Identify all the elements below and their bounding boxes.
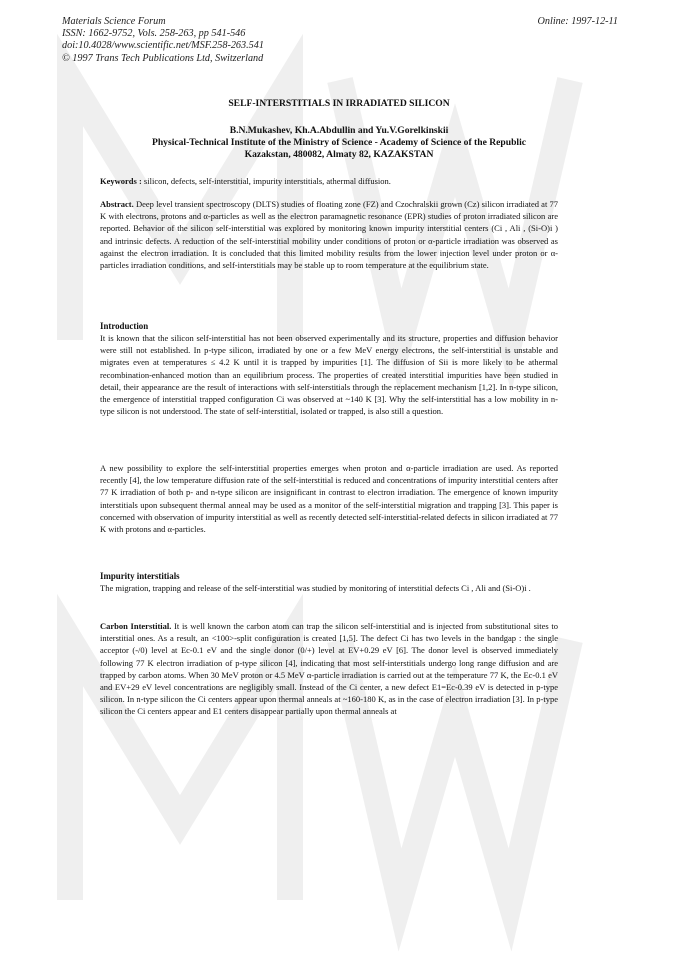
affiliation-line-1: Physical-Technical Institute of the Ministry of Science - Academy of Science of the Republic [151, 137, 527, 148]
journal-name: Materials Science Forum [62, 16, 166, 27]
abstract-text: Deep level transient spectroscopy (DLTS) studies of floating zone (FZ) and Czochralskii grown (Cz) silicon irradiated at 77 K with electrons, protons and α-particles as well as the electron paramagnetic resonance (EPR) studies of proton irradiated silicon are reported. Behavior of the silicon self-interstitial was explored by monitoring known impurity interstitial centers (Ci , Ali , (Si-O)i ) and intrinsic defects. A reduction of the self-interstitial mobility under conditions of proton or α-particle irradiation was observed as against the electron irradiation. It is concluded that this limited mobility results from the lower injection level under proton or α-particles irradiation conditions, and self-interstitials may be stable up to room temperature at the equilibrium state. [100, 199, 558, 271]
keywords-section [100, 175, 558, 187]
doi-link[interactable]: doi:10.4028/www.scientific.net/MSF.258-263.541 [62, 40, 264, 52]
affiliation-line-2: Kazakstan, 480082, Almaty 82, KAZAKSTAN [244, 149, 434, 160]
abstract-label: Abstract. [100, 199, 134, 209]
impurity-interstitials-paragraph [100, 582, 558, 594]
keywords-text: silicon, defects, self-interstitial, impurity interstitials, athermal diffusion. [141, 176, 391, 186]
introduction-paragraph-2 [100, 462, 558, 535]
abstract-section [100, 198, 558, 271]
carbon-interstitial-section [100, 620, 558, 718]
issn-line: ISSN: 1662-9752, Vols. 258-263, pp 541-546 [62, 28, 246, 40]
impurity-interstitials-heading: Impurity interstitials [100, 571, 180, 581]
intro-paragraph-1-text: It is known that the silicon self-interstitial has not been observed experimentally and its structure, properties and diffusion behavior were still not established. In p-type silicon, irradiated by one or a few MeV energy electrons, the self-interstitial is unstable and migrates even at temperatures ≤ 4.2 K until it is trapped by impurities [1]. The diffusion of Sii is more likely to be athermal recombination-enhanced motion than an equilibrium process. The properties of created interstitial impurities have been studied in detail, their appearance are the result of interactions with self-interstitials through the replacement mechanism [1,2]. In n-type silicon, the emergence of interstitial trapped configuration Ci was observed at ~140 K [3]. Why the self-interstitial has a low mobility in n-type silicon is not understood. The state of self-interstitial, isolated or trapped, is also still a question. [100, 333, 558, 417]
intro-paragraph-2-text: A new possibility to explore the self-interstitial properties emerges when proton and α-particle irradiation are used. As reported recently [4], the low temperature diffusion rate of the self-interstitial is reduced and concentrations of impurity interstitial centers after 77 K irradiation of both p- and n-type silicon are insignificant in contrast to electron irradiation. The emergence of known impurity interstitials upon subsequent thermal anneal may be used as a monitor of the self-interstitial migration and trapping [3]. This paper is concerned with observation of impurity interstitial as well as recently detected self-interstitial-related defects in silicon irradiated at 77 K with protons and α-particles. [100, 463, 558, 535]
author-list: B.N.Mukashev, Kh.A.Abdullin and Yu.V.Gorelkinskii [229, 125, 449, 136]
online-date: Online: 1997-12-11 [537, 16, 618, 27]
introduction-paragraph-1 [100, 332, 558, 417]
carbon-label: Carbon Interstitial. [100, 621, 172, 631]
impurity-text: The migration, trapping and release of the self-interstitial was studied by monitoring of interstitial defects Ci , Ali and (Si-O)i . [100, 583, 531, 593]
copyright-line: © 1997 Trans Tech Publications Ltd, Switzerland [62, 52, 264, 64]
carbon-text: It is well known the carbon atom can trap the silicon self-interstitial and is injected from substitutional sites to interstitial ones. As a result, an <100>-split configuration is created [1,5]. The defect Ci has two levels in the bandgap : the single acceptor (-/0) level at Ec-0.1 eV and the single donor (0/+) level at EV+0.29 eV [6]. The donor level is observed immediately following 77 K electron irradiation of p-type silicon [4], indicating that most self-interstitials undergo long range diffusion and are trapped by carbon atoms. When 30 MeV proton or 4.5 MeV α-particle irradiation is carried out at the temperature 77 K, the Ec-0.1 eV and EV+29 eV level concentrations are negligibly small. Instead of the Ci center, a new defect E1=Ec-0.39 eV is detected in p-type silicon. In n-type silicon the Ci centers appear upon thermal anneals at ~160-180 K, as in the case of electron irradiation [3]. In p-type silicon the Ci centers appear and E1 centers disappear partially upon thermal anneals at [100, 621, 558, 717]
publication-metadata [62, 16, 264, 65]
introduction-heading: Introduction [100, 321, 149, 331]
paper-title: SELF-INTERSTITIALS IN IRRADIATED SILICON [228, 98, 450, 109]
keywords-label: Keywords : [100, 176, 142, 186]
